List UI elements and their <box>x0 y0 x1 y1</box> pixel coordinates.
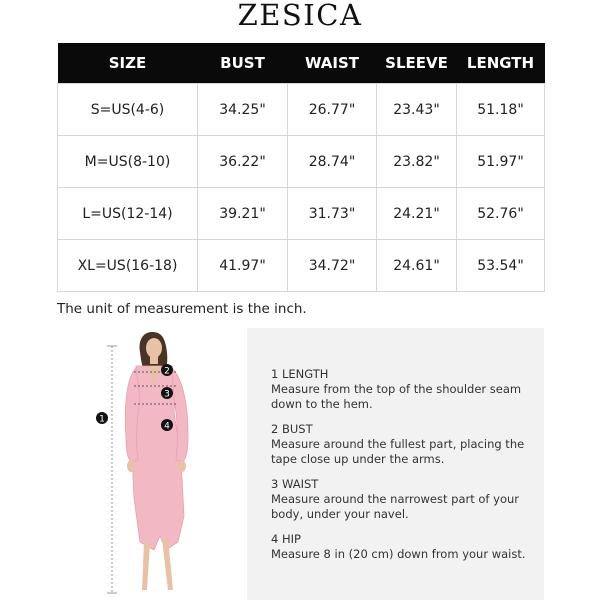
model-illustration <box>90 328 220 598</box>
guide-title: 3 WAIST <box>271 477 319 491</box>
measurement-guide-list <box>271 367 539 572</box>
waist-cell: 34.72" <box>288 240 377 292</box>
length-cell: 51.18" <box>457 84 545 136</box>
guide-description: Measure from the top of the shoulder seam down to the hem. <box>271 382 522 411</box>
sleeve-cell: 24.61" <box>377 240 457 292</box>
table-row <box>58 188 545 240</box>
length-cell: 52.76" <box>457 188 545 240</box>
unit-note: The unit of measurement is the inch. <box>57 301 307 317</box>
size-cell: XL=US(16-18) <box>58 240 198 292</box>
left-leg-shape <box>142 542 150 590</box>
brand-logo: ZESICA <box>237 0 363 32</box>
table-row <box>58 84 545 136</box>
size-chart-table <box>57 43 545 292</box>
sleeve-cell: 23.43" <box>377 84 457 136</box>
guide-item-length <box>271 367 539 412</box>
waist-cell: 26.77" <box>288 84 377 136</box>
measurement-guide-panel <box>247 328 544 600</box>
waist-cell: 31.73" <box>288 188 377 240</box>
size-cell: S=US(4-6) <box>58 84 198 136</box>
bust-cell: 36.22" <box>198 136 288 188</box>
guide-title: 1 LENGTH <box>271 367 329 381</box>
sleeve-cell: 24.21" <box>377 188 457 240</box>
header-sleeve: SLEEVE <box>377 43 457 84</box>
right-hand-shape <box>178 460 186 472</box>
header-bust: BUST <box>198 43 288 84</box>
length-cell: 53.54" <box>457 240 545 292</box>
marker-bust-label: 2 <box>164 366 170 377</box>
header-length: LENGTH <box>457 43 545 84</box>
size-cell: L=US(12-14) <box>58 188 198 240</box>
header-waist: WAIST <box>288 43 377 84</box>
marker-waist-label: 3 <box>164 389 170 400</box>
bust-cell: 41.97" <box>198 240 288 292</box>
size-cell: M=US(8-10) <box>58 136 198 188</box>
guide-description: Measure 8 in (20 cm) down from your waist. <box>271 547 526 561</box>
waist-cell: 28.74" <box>288 136 377 188</box>
face-shape <box>146 338 162 358</box>
left-hand-shape <box>127 460 135 472</box>
guide-item-hip <box>271 532 539 562</box>
length-cell: 51.97" <box>457 136 545 188</box>
guide-item-bust <box>271 422 539 467</box>
marker-hip-label: 4 <box>164 421 170 432</box>
model-figure <box>90 328 220 598</box>
marker-length-label: 1 <box>99 414 105 425</box>
sleeve-cell: 23.82" <box>377 136 457 188</box>
table-row <box>58 240 545 292</box>
bust-cell: 34.25" <box>198 84 288 136</box>
guide-title: 2 BUST <box>271 422 313 436</box>
table-row <box>58 136 545 188</box>
header-size: SIZE <box>58 43 198 84</box>
guide-description: Measure around the narrowest part of your body, under your navel. <box>271 492 519 521</box>
guide-title: 4 HIP <box>271 532 301 546</box>
guide-description: Measure around the fullest part, placing the tape close up under the arms. <box>271 437 525 466</box>
neck-shape <box>150 356 158 364</box>
table-header-row <box>58 43 545 84</box>
guide-item-waist <box>271 477 539 522</box>
bust-cell: 39.21" <box>198 188 288 240</box>
marker-length <box>96 412 108 425</box>
